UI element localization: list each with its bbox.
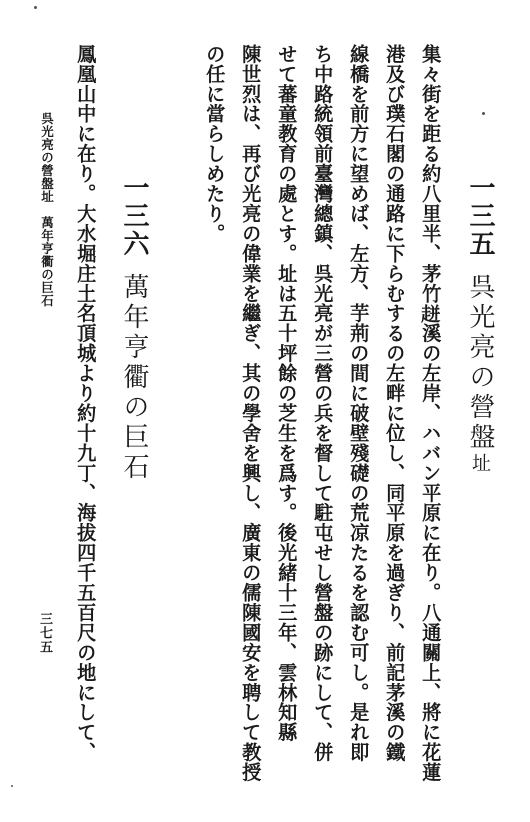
- section-135-line-4: ち中路統領前臺灣總鎮、呉光亮が三營の兵を督して駐屯せし營盤の跡にして、併: [311, 44, 335, 763]
- section-135-title-text: 呉光亮の營盤: [465, 273, 495, 453]
- section-135-line-6: 陳世烈は、再び光亮の偉業を繼ぎ、其の學舍を興し、廣東の儒陳國安を聘して教授: [239, 44, 263, 783]
- section-136-title: 萬年亨衢の巨石: [119, 273, 149, 483]
- print-speck: [34, 6, 37, 9]
- section-135-line-2: 港及び璞石閣の通路に下らむするの左畔に位し、同平原を過ぎり、前記茅溪の鐵: [383, 44, 407, 763]
- section-136-number: 一三六: [119, 174, 149, 258]
- section-135-number: 一三五: [465, 174, 495, 258]
- section-136-line-1: 鳳凰山中に在り。大水堀庄土名頂城より約十九丁、海拔四千五百尺の地にして、: [74, 44, 98, 763]
- page-number: 三七五: [37, 612, 52, 654]
- section-135-line-1: 集々街を距る約八里半、茅竹𧻓溪の左岸、ハバン平原に在り。八通關上、將に花蓮: [419, 44, 443, 783]
- running-head: 呉光亮の營盤址 萬年亨衢の巨石: [39, 112, 55, 307]
- section-135-title-suffix: 址: [469, 453, 491, 476]
- print-speck: [11, 785, 13, 787]
- section-135-line-3: 線橋を前方に望めば、左方、芋荊の間に破壁殘礎の荒凉たるを認む可し。是れ即: [347, 44, 371, 763]
- section-135-line-5: せて蕃童教育の處とす。址は五十坪餘の芝生を爲す。後光緒十三年、雲林知縣: [275, 44, 299, 743]
- section-135-line-7: の任に當らしめたり。: [203, 44, 227, 244]
- print-speck: [482, 112, 485, 115]
- section-135-title: [467, 273, 493, 476]
